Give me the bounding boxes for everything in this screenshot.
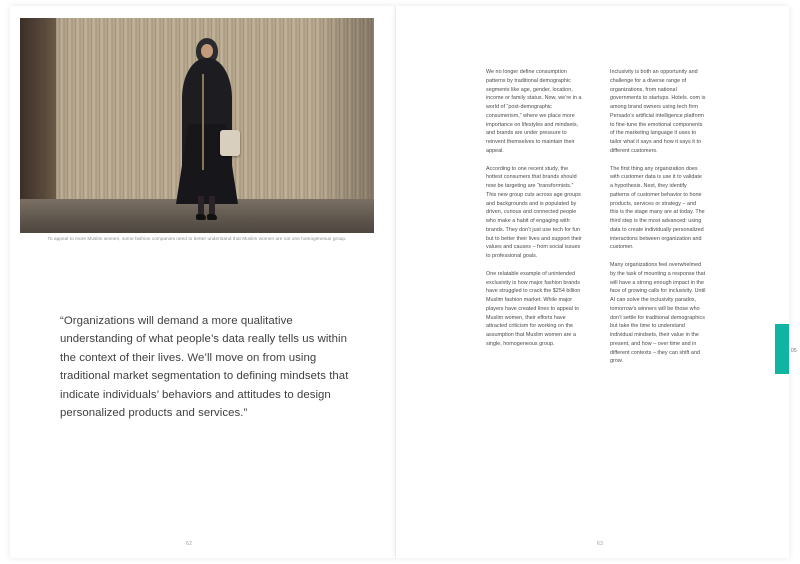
page-number-left: 62 bbox=[186, 541, 193, 547]
paragraph: Many organizations feel overwhelmed by the task of mounting a response that will have a strong enough impact in the face of growing calls for inclusivity. Until AI can solve the inclusivity paradox, tomorrow’s winners will be those who don’t settle for traditional demographics but take the time to understand individual mindsets, their value in the present, and how – over time and in different contexts – they can shift and grow. bbox=[610, 262, 706, 365]
section-tab-marker bbox=[775, 324, 789, 374]
paragraph: According to one recent study, the hottest consumers that brands should now be targeting are “transformists.” This new group cuts across age groups and backgrounds and is populated by driven, curious and connected people who make a habit of engaging with brands. They don’t just use tech for fun but to better their lives and support their values and causes – from social issues to professional goals. bbox=[486, 165, 582, 259]
figure-legs bbox=[196, 196, 218, 220]
paragraph: Inclusivity is both an opportunity and challenge for a diverse range of organizations, from national governments to startups. Hotels. com is among brand owners using tech firm Persado’s artificial intelligence platform to fine-tune the emotional components of the marketing language it uses to tailor what it says and how it says it to different customers. bbox=[610, 69, 706, 154]
photo-figure bbox=[166, 38, 248, 224]
body-column-two bbox=[610, 68, 706, 375]
paragraph: We no longer define consumption patterns by traditional demographic segments like age, gender, location, income or family status. Now, we’re in a world of “post-demographic consumerism,” where we place more importance on lifestyles and mindsets, and brands are under pressure to reinvent themselves to maintain their appeal. bbox=[486, 69, 582, 154]
figure-handbag bbox=[220, 130, 240, 156]
photo-caption: To appeal to more Muslim women, some fashion companies need to better understand that Muslim women are not one homogeneous group. bbox=[47, 236, 347, 241]
figure-gold-trim bbox=[202, 74, 204, 170]
paragraph: One relatable example of unintended exclusivity is how major fashion brands have struggled to crack the $254 billion Muslim fashion market. While major players have created lines to appeal to Muslim women, their efforts have attracted criticism for working on the assumption that Muslim women are a single, homogeneous group. bbox=[486, 270, 581, 347]
figure-face bbox=[201, 44, 213, 58]
right-page bbox=[396, 6, 789, 558]
paragraph: The first thing any organization does with customer data is use it to validate a hypothesis. Next, they identify patterns of customer behavior to hone products, services or strategy – and this is the stage many are at today. The third step is the most advanced: using data to create individually personalized interactions between organization and customer. bbox=[610, 165, 705, 251]
figure-leg-right bbox=[209, 196, 215, 214]
figure-leg-left bbox=[198, 196, 204, 214]
page-number-right: 63 bbox=[597, 541, 604, 547]
figure-shoe-left bbox=[196, 214, 206, 220]
section-number: 05 bbox=[791, 348, 797, 354]
pull-quote: “Organizations will demand a more qualitative understanding of what people’s data really tells us within the context of their lives. We’ll move on from using traditional market segmentation to defining mindsets that indicate individuals’ behaviors and attitudes to design personalized products and services.” bbox=[60, 315, 349, 420]
body-column-one bbox=[486, 68, 582, 358]
figure-shoe-right bbox=[207, 214, 217, 220]
editorial-photo bbox=[20, 18, 374, 233]
